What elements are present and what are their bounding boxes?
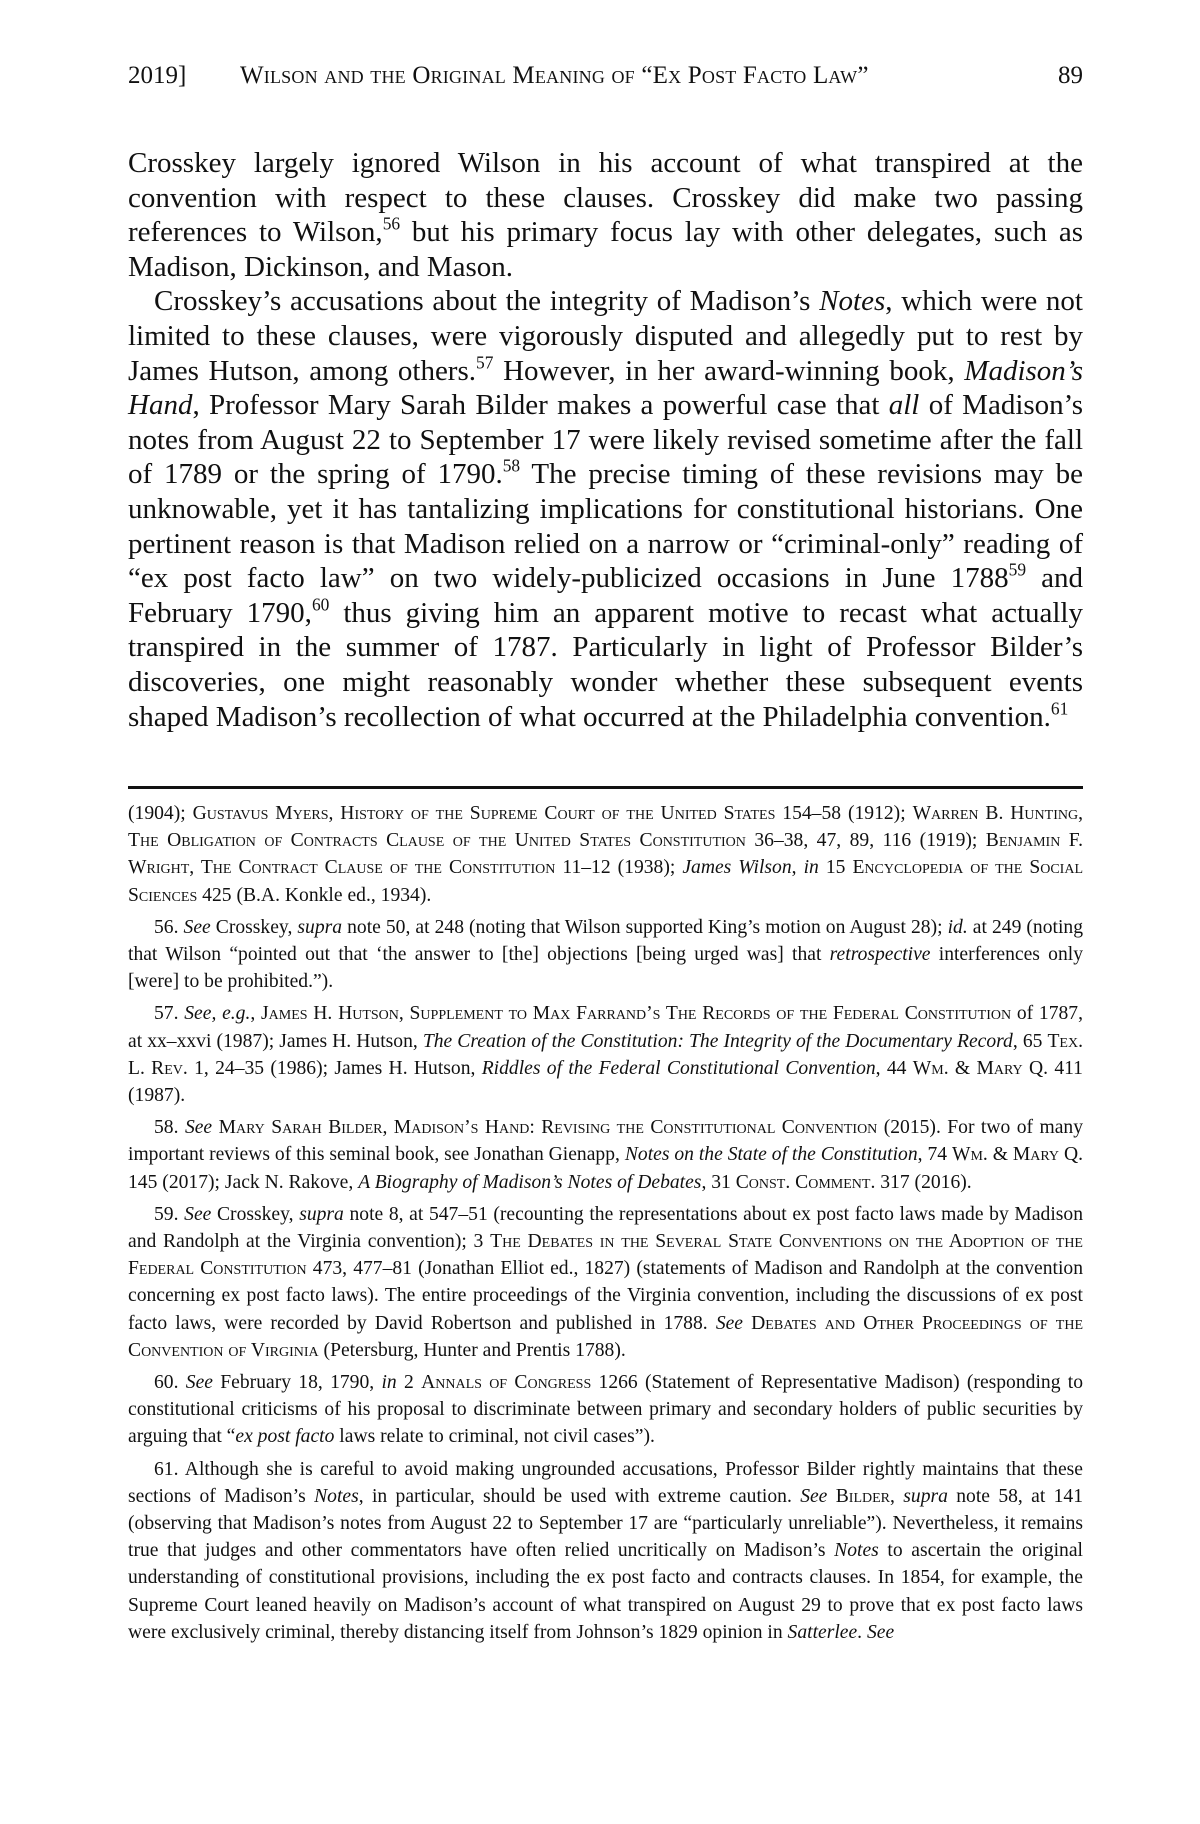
footnote-56: 56. See Crosskey, supra note 50, at 248 (noting that Wilson supported King’s motion on August 28); id. at 249 (noting that Wilson “pointed out that ‘the answer to [the] objections [being urged was] that retrospective interferences only [were] to be prohibited.”).	[128, 916, 1084, 993]
footnote-number: 60.	[154, 1372, 179, 1394]
page-number: 89	[1058, 62, 1083, 89]
footnote-59: 59. See Crosskey, supra note 8, at 547–51 (recounting the representations about ex post facto laws made by Madison and Randolph at the Virginia convention); 3 The Debates in the Several State Conventions on the Adoption of the Federal Constitution 473, 477–81 (Jonathan Elliot ed., 1827) (statements of Madison and Randolph at the convention concerning ex post facto laws). The entire proceedings of the Virginia convention, including the discussions of ex post facto laws, were recorded by David Robertson and published in 1788. See Debates and Other Proceedings of the Convention of Virginia (Petersburg, Hunter and Prentis 1788).	[128, 1203, 1084, 1361]
footnote-number: 61.	[154, 1458, 179, 1480]
footnote-ref-57[interactable]: 57	[476, 352, 494, 373]
footnote-number: 57.	[154, 1003, 179, 1025]
header-year: 2019]	[128, 62, 187, 89]
running-header	[128, 58, 1083, 94]
footnote-continuation: (1904); Gustavus Myers, History of the Supreme Court of the United States 154–58 (1912); Warren B. Hunting, The Obligation of Contracts Clause of the United States Constitution 36–38, 47, 89, 116 (1919); Benjamin F. Wright, The Contract Clause of the Constitution 11–12 (1938); James Wilson, in 15 Encyclopedia of the Social Sciences 425 (B.A. Konkle ed., 1934).	[128, 803, 1084, 906]
footnote-number: 59.	[154, 1203, 179, 1225]
footnote-57: 57. See, e.g., James H. Hutson, Supplement to Max Farrand’s The Records of the Federal Constitution of 1787, at xx–xxvi (1987); James H. Hutson, The Creation of the Constitution: The Integrity of the Documentary Record, 65 Tex. L. Rev. 1, 24–35 (1986); James H. Hutson, Riddles of the Federal Constitutional Convention, 44 Wm. & Mary Q. 411 (1987).	[128, 1003, 1083, 1107]
footnote-61: 61. Although she is careful to avoid making ungrounded accusations, Professor Bilder rightly maintains that these sections of Madison’s Notes, in particular, should be used with extreme caution. See Bilder, supra note 58, at 141 (observing that Madison’s notes from August 22 to September 17 are “particularly unreliable”). Nevertheless, it remains true that judges and other commentators have often relied uncritically on Madison’s Notes to ascertain the original understanding of constitutional provisions, including the ex post facto and contracts clauses. In 1854, for example, the Supreme Court leaned heavily on Madison’s account of what transpired on August 29 to prove that ex post facto laws were exclusively criminal, thereby distancing itself from Johnson’s 1829 opinion in Satterlee. See	[128, 1458, 1083, 1643]
footnote-ref-61[interactable]: 61	[1050, 698, 1069, 719]
footnote-60: 60. See February 18, 1790, in 2 Annals of Congress 1266 (Statement of Representative Madison) (responding to constitutional criticisms of his proposal to discriminate between primary and secondary holders of public securities by arguing that “ex post facto laws relate to criminal, not civil cases”).	[128, 1372, 1084, 1448]
footnote-number: 58.	[154, 1117, 179, 1139]
footnote-ref-58[interactable]: 58	[502, 456, 521, 477]
footnote-divider	[128, 786, 1083, 789]
footnote-58: 58. See Mary Sarah Bilder, Madison’s Hand: Revising the Constitutional Convention (2015). For two of many important reviews of this seminal book, see Jonathan Gienapp, Notes on the State of the Constitution, 74 Wm. & Mary Q. 145 (2017); Jack N. Rakove, A Biography of Madison’s Notes of Debates, 31 Const. Comment. 317 (2016).	[128, 1117, 1084, 1193]
running-title: Wilson and the Original Meaning of “Ex Post Facto Law”	[240, 62, 869, 89]
footnote-ref-56[interactable]: 56	[382, 213, 401, 234]
footnote-ref-60[interactable]: 60	[311, 594, 330, 615]
footnote-number: 56.	[154, 916, 179, 938]
footnote-ref-59[interactable]: 59	[1008, 559, 1027, 580]
body-paragraph: Crosskey’s accusations about the integrity of Madison’s Notes, which were not limited to these clauses, were vigorously disputed and allegedly put to rest by James Hutson, among others.$^{57}$ However, in her award-winning book, Madison’s Hand, Professor Mary Sarah Bilder makes a powerful case that all of Madison’s notes from August 22 to September 17 were likely revised sometime after the fall of 1789 or the spring of 1790.58 The precise timing of these revisions may be unknowable, yet it has tantalizing implications for constitutional historians. One pertinent reason is that Madison relied on a narrow or “criminal-only” reading of “ex post facto law” on two widely-publicized occasions in June 1788$^{59}$ and February 1790,60 thus giving him an apparent motive to recast what actually transpired in the summer of 1787. Particularly in light of Professor Bilder’s discoveries, one might reasonably wonder whether these subsequent events shaped Madison’s recollection of what occurred at the Philadelphia convention.$^{61}$	[128, 285, 1084, 733]
footnotes	[128, 800, 1083, 1651]
body-paragraph: Crosskey largely ignored Wilson in his account of what transpired at the convention with respect to these clauses. Crosskey did make two passing references to Wilson,$^{56}$ but his primary focus lay with other delegates, such as Madison, Dickinson, and Mason.	[128, 147, 1083, 283]
document-page	[128, 0, 1083, 1824]
main-text	[128, 146, 1083, 734]
